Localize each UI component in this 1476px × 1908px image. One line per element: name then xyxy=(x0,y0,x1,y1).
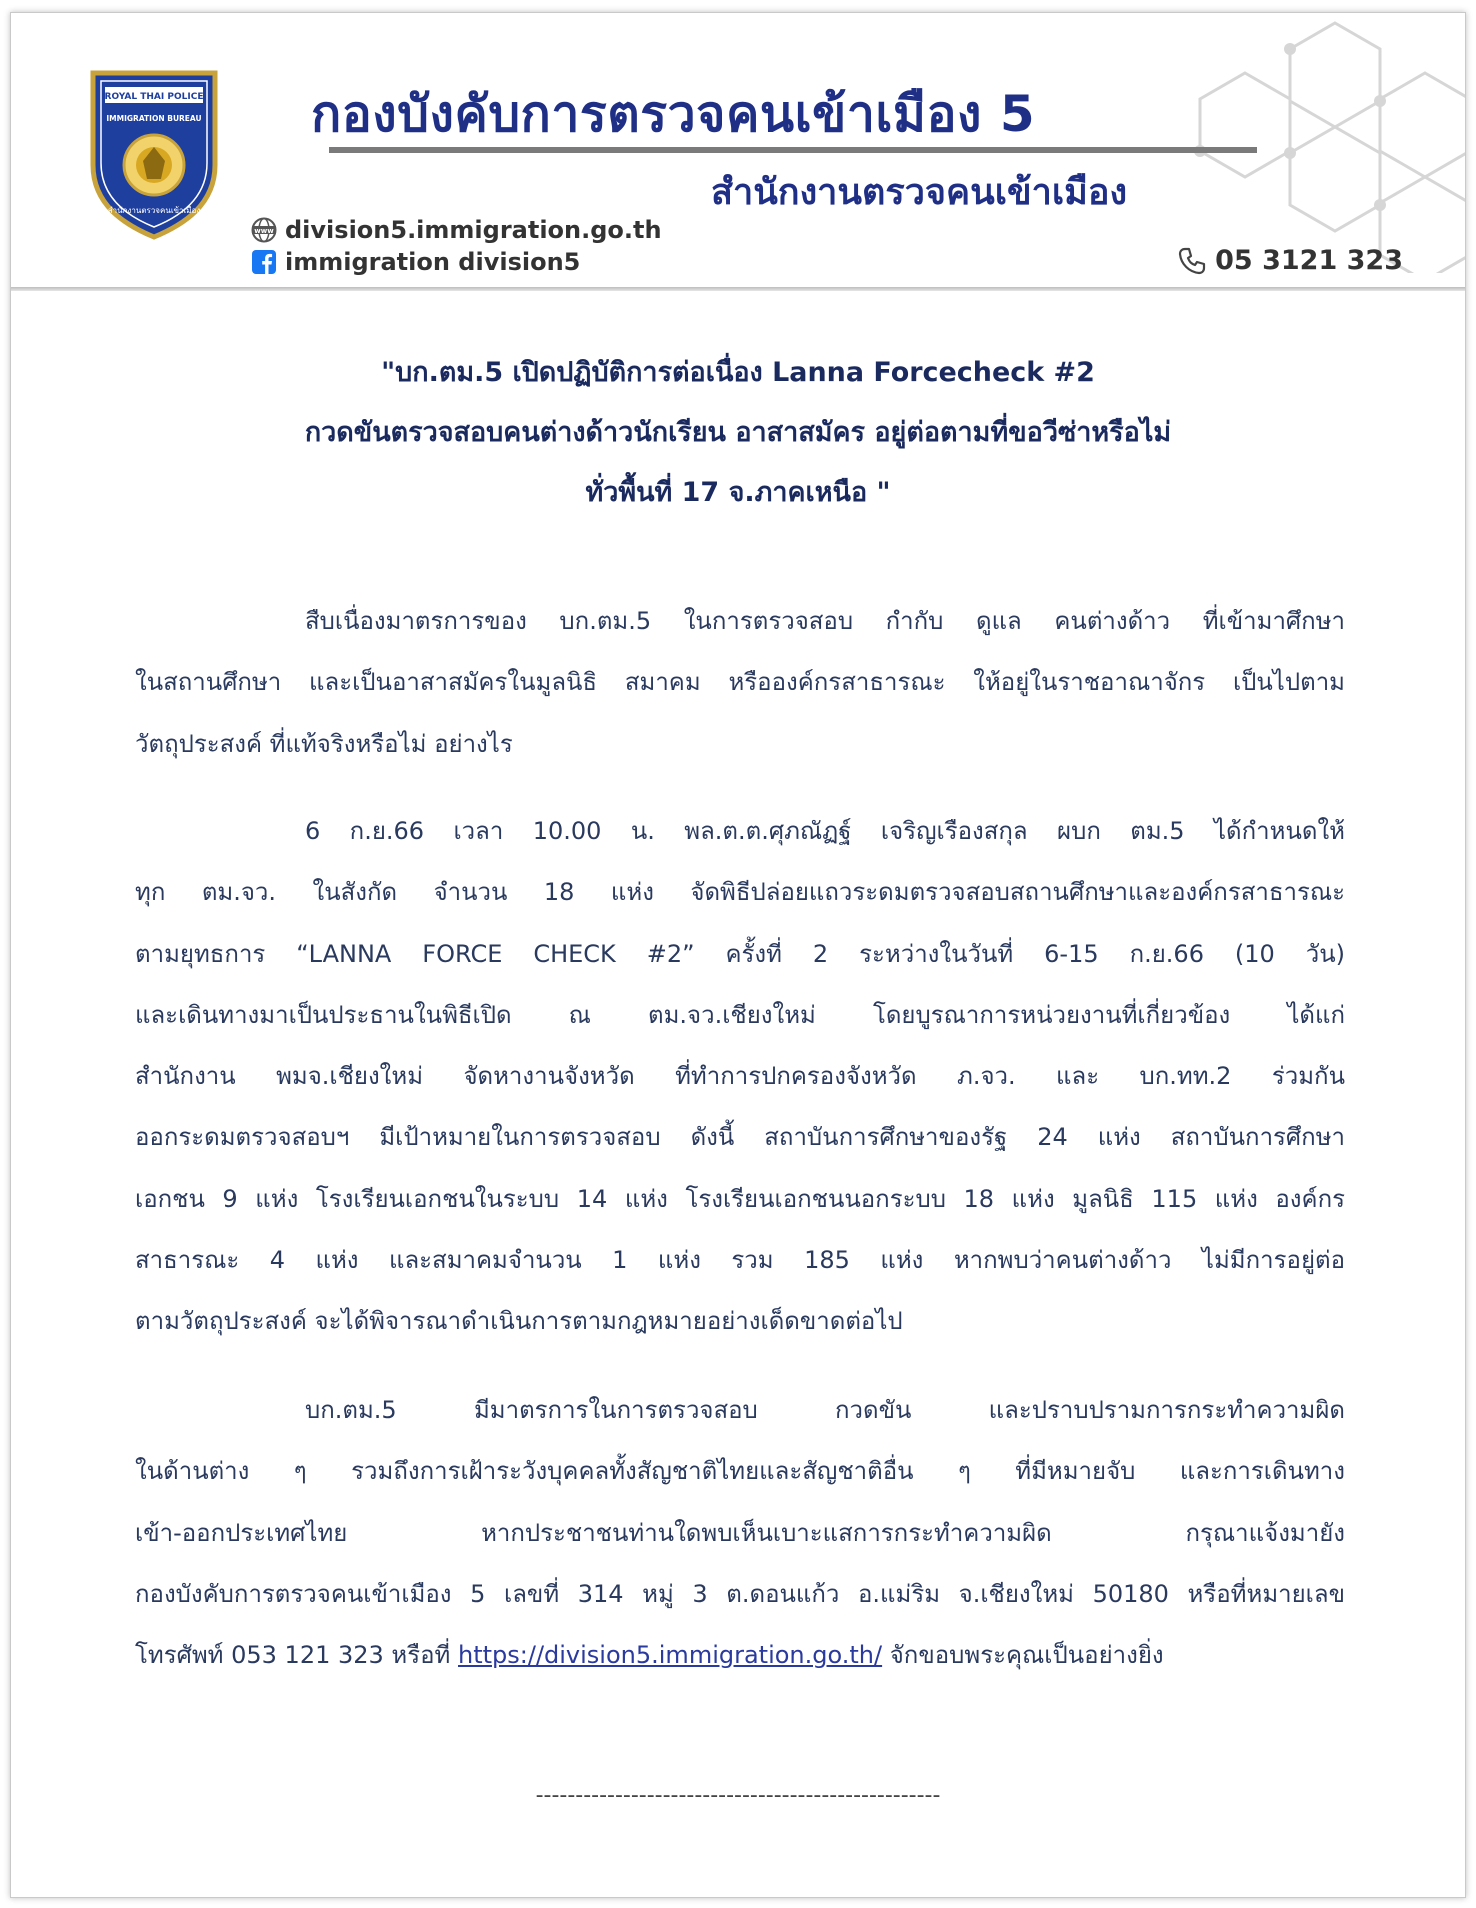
headline-line-1: "บก.ตม.5 เปิดปฏิบัติการต่อเนื่อง Lanna Forcecheck #2 xyxy=(381,357,1095,388)
contact-phone-text: โทรศัพท์ 053 121 323 หรือที่ xyxy=(135,1641,458,1670)
document-page xyxy=(10,12,1466,1898)
paragraph-line: เข้า-ออกประเทศไทย หากประชาชนท่านใดพบเห็นเบาะแสการกระทำความผิด กรุณาแจ้งมายัง xyxy=(135,1518,1345,1547)
header-separator xyxy=(11,287,1465,291)
badge-text-top: ROYAL THAI POLICE xyxy=(104,92,204,102)
paragraph-1 xyxy=(135,591,1345,775)
footer-divider: --------------------------------------------------- xyxy=(535,1783,941,1808)
paragraph-line: สาธารณะ 4 แห่ง และสมาคมจำนวน 1 แห่ง รวม 185 แห่ง หากพบว่าคนต่างด้าว ไม่มีการอยู่ต่อ xyxy=(135,1246,1345,1275)
paragraph-line: เอกชน 9 แห่ง โรงเรียนเอกชนในระบบ 14 แห่ง โรงเรียนเอกชนนอกระบบ 18 แห่ง มูลนิธิ 115 แห่ง องค์กร xyxy=(135,1184,1345,1213)
paragraph-line: ในสถานศึกษา และเป็นอาสาสมัครในมูลนิธิ สมาคม หรือองค์กรสาธารณะ ให้อยู่ในราชอาณาจักร เป็นไปตาม xyxy=(135,668,1345,697)
paragraph-line: 6 ก.ย.66 เวลา 10.00 น. พล.ต.ต.ศุภณัฏฐ์ เจริญเรืองสกุล ผบก ตม.5 ได้กำหนดให้ xyxy=(305,817,1345,845)
paragraph-line: สำนักงาน พมจ.เชียงใหม่ จัดหางานจังหวัด ที่ทำการปกครองจังหวัด ภ.จว. และ บก.ทท.2 ร่วมกัน xyxy=(135,1062,1345,1091)
police-badge-logo xyxy=(83,65,225,241)
website-contact[interactable] xyxy=(251,216,662,244)
closing-text: จักขอบพระคุณเป็นอย่างยิ่ง xyxy=(882,1641,1164,1670)
paragraph-line: และเดินทางมาเป็นประธานในพิธีเปิด ณ ตม.จว.เชียงใหม่ โดยบูรณาการหน่วยงานที่เกี่ยวข้อง ได้แก่ xyxy=(135,1000,1345,1029)
paragraph-line: สืบเนื่องมาตรการของ บก.ตม.5 ในการตรวจสอบ กำกับ ดูแล คนต่างด้าว ที่เข้ามาศึกษา xyxy=(305,607,1345,635)
paragraph-line: ในด้านต่าง ๆ รวมถึงการเฝ้าระวังบุคคลทั้งสัญชาติไทยและสัญชาติอื่น ๆ ที่มีหมายจับ และการเดินทาง xyxy=(135,1457,1345,1486)
www-icon xyxy=(251,217,277,243)
website-link[interactable]: https://division5.immigration.go.th/ xyxy=(458,1641,883,1670)
paragraph-line: ออกระดมตรวจสอบฯ มีเป้าหมายในการตรวจสอบ ดังนี้ สถาบันการศึกษาของรัฐ 24 แห่ง สถาบันการศึกษา xyxy=(135,1123,1345,1152)
agency-title: กองบังคับการตรวจคนเข้าเมือง 5 xyxy=(311,85,1036,143)
paragraph-line: ตามวัตถุประสงค์ จะได้พิจารณาดำเนินการตามกฎหมายอย่างเด็ดขาดต่อไป xyxy=(135,1307,903,1336)
paragraph-line: วัตถุประสงค์ ที่แท้จริงหรือไม่ อย่างไร xyxy=(135,729,513,758)
badge-text-bottom: สำนักงานตรวจคนเข้าเมือง xyxy=(107,206,201,215)
svg-text:www: www xyxy=(254,226,274,235)
paragraph-line: ตามยุทธการ “LANNA FORCE CHECK #2” ครั้งที่ 2 ระหว่างในวันที่ 6-15 ก.ย.66 (10 วัน) xyxy=(135,939,1345,968)
paragraph-3 xyxy=(135,1380,1345,1686)
paragraph-line: ทุก ตม.จว. ในสังกัด จำนวน 18 แห่ง จัดพิธีปล่อยแถวระดมตรวจสอบสถานศึกษาและองค์กรสาธารณะ xyxy=(135,878,1345,907)
phone-contact[interactable] xyxy=(1177,245,1403,276)
hexagon-pattern-decoration xyxy=(1165,13,1465,273)
phone-icon xyxy=(1177,246,1207,276)
headline-line-3: ทั่วพื้นที่ 17 จ.ภาคเหนือ " xyxy=(585,477,891,508)
letterhead xyxy=(11,13,1465,287)
paragraph-2 xyxy=(135,801,1345,1353)
headline-line-2: กวดขันตรวจสอบคนต่างด้าวนักเรียน อาสาสมัคร อยู่ต่อตามที่ขอวีซ่าหรือไม่ xyxy=(304,417,1172,448)
agency-subtitle: สำนักงานตรวจคนเข้าเมือง xyxy=(711,172,1128,213)
paragraph-line: บก.ตม.5 มีมาตรการในการตรวจสอบ กวดขัน และปราบปรามการกระทำความผิด xyxy=(305,1396,1345,1424)
facebook-icon xyxy=(251,249,277,275)
phone-number: 05 3121 323 xyxy=(1215,245,1403,276)
title-underline xyxy=(329,147,1257,153)
paragraph-line: กองบังคับการตรวจคนเข้าเมือง 5 เลขที่ 314 หมู่ 3 ต.ดอนแก้ว อ.แม่ริม จ.เชียงใหม่ 50180 หรือที่หมายเลข xyxy=(135,1579,1345,1608)
paragraph-last-line xyxy=(135,1625,1345,1686)
facebook-text: immigration division5 xyxy=(285,248,581,276)
facebook-contact[interactable] xyxy=(251,248,580,276)
website-text: division5.immigration.go.th xyxy=(285,216,662,244)
badge-text-mid: IMMIGRATION BUREAU xyxy=(106,114,202,123)
press-release-headline xyxy=(11,343,1465,523)
